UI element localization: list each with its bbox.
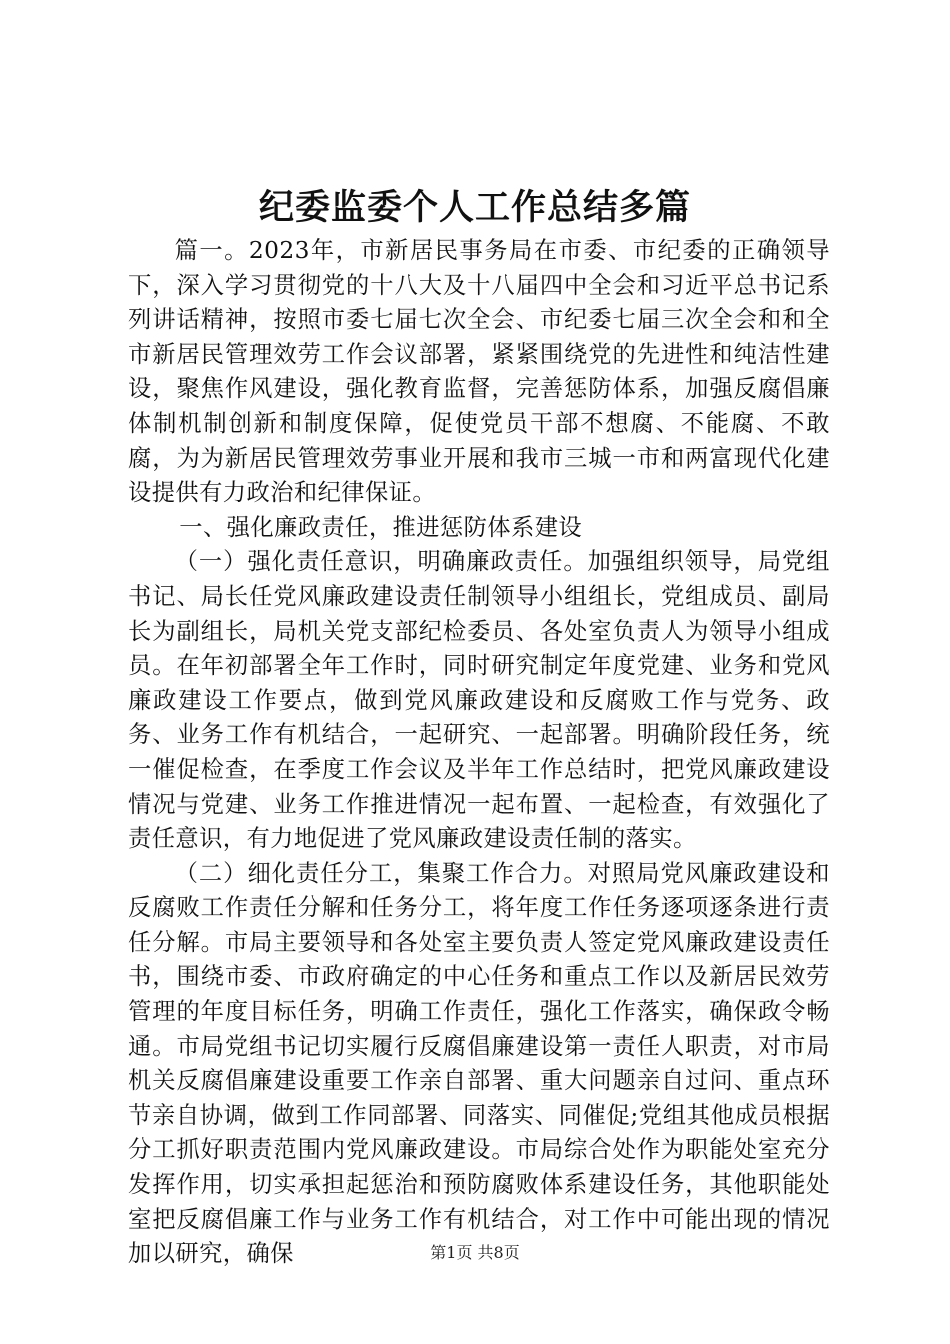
- paragraph-intro: 篇一。2023年，市新居民事务局在市委、市纪委的正确领导下，深入学习贯彻党的十八大及十八届四中全会和习近平总书记系列讲话精神，按照市委七届七次全会、市纪委七届三次全会和和全市新居民管理效劳工作会议部署，紧紧围绕党的先进性和纯洁性建设，聚焦作风建设，强化教育监督，完善惩防体系，加强反腐倡廉体制机制创新和制度保障，促使党员干部不想腐、不能腐、不敢腐，为为新居民管理效劳事业开展和我市三城一市和两富现代化建设提供有力政治和纪律保证。: [128, 237, 830, 507]
- document-title: 纪委监委个人工作总结多篇: [258, 188, 691, 228]
- section-heading-1: 一、强化廉政责任，推进惩防体系建设: [179, 513, 583, 541]
- paragraph-subsection-1: （一）强化责任意识，明确廉政责任。加强组织领导，局党组书记、局长任党风廉政建设责任制领导小组组长，党组成员、副局长为副组长，局机关党支部纪检委员、各处室负责人为领导小组成员。在年初部署全年工作时，同时研究制定年度党建、业务和党风廉政建设工作要点，做到党风廉政建设和反腐败工作与党务、政务、业务工作有机结合，一起研究、一起部署。明确阶段任务，统一催促检查，在季度工作会议及半年工作总结时，把党风廉政建设情况与党建、业务工作推进情况一起布置、一起检查，有效强化了责任意识，有力地促进了党风廉政建设责任制的落实。: [128, 548, 830, 853]
- paragraph-subsection-2: （二）细化责任分工，集聚工作合力。对照局党风廉政建设和反腐败工作责任分解和任务分工，将年度工作任务逐项逐条进行责任分解。市局主要领导和各处室主要负责人签定党风廉政建设责任书，围绕市委、市政府确定的中心任务和重点工作以及新居民效劳管理的年度目标任务，明确工作责任，强化工作落实，确保政令畅通。市局党组书记切实履行反腐倡廉建设第一责任人职责，对市局机关反腐倡廉建设重要工作亲自部署、重大问题亲自过问、重点环节亲自协调，做到工作同部署、同落实、同催促;党组其他成员根据分工抓好职责范围内党风廉政建设。市局综合处作为职能处室充分发挥作用，切实承担起惩治和预防腐败体系建设任务，其他职能处室把反腐倡廉工作与业务工作有机结合，对工作中可能出现的情况加以研究，确保: [128, 859, 830, 1268]
- page-number-footer: 第1页 共8页: [430, 1243, 520, 1262]
- document-body: [128, 234, 830, 1272]
